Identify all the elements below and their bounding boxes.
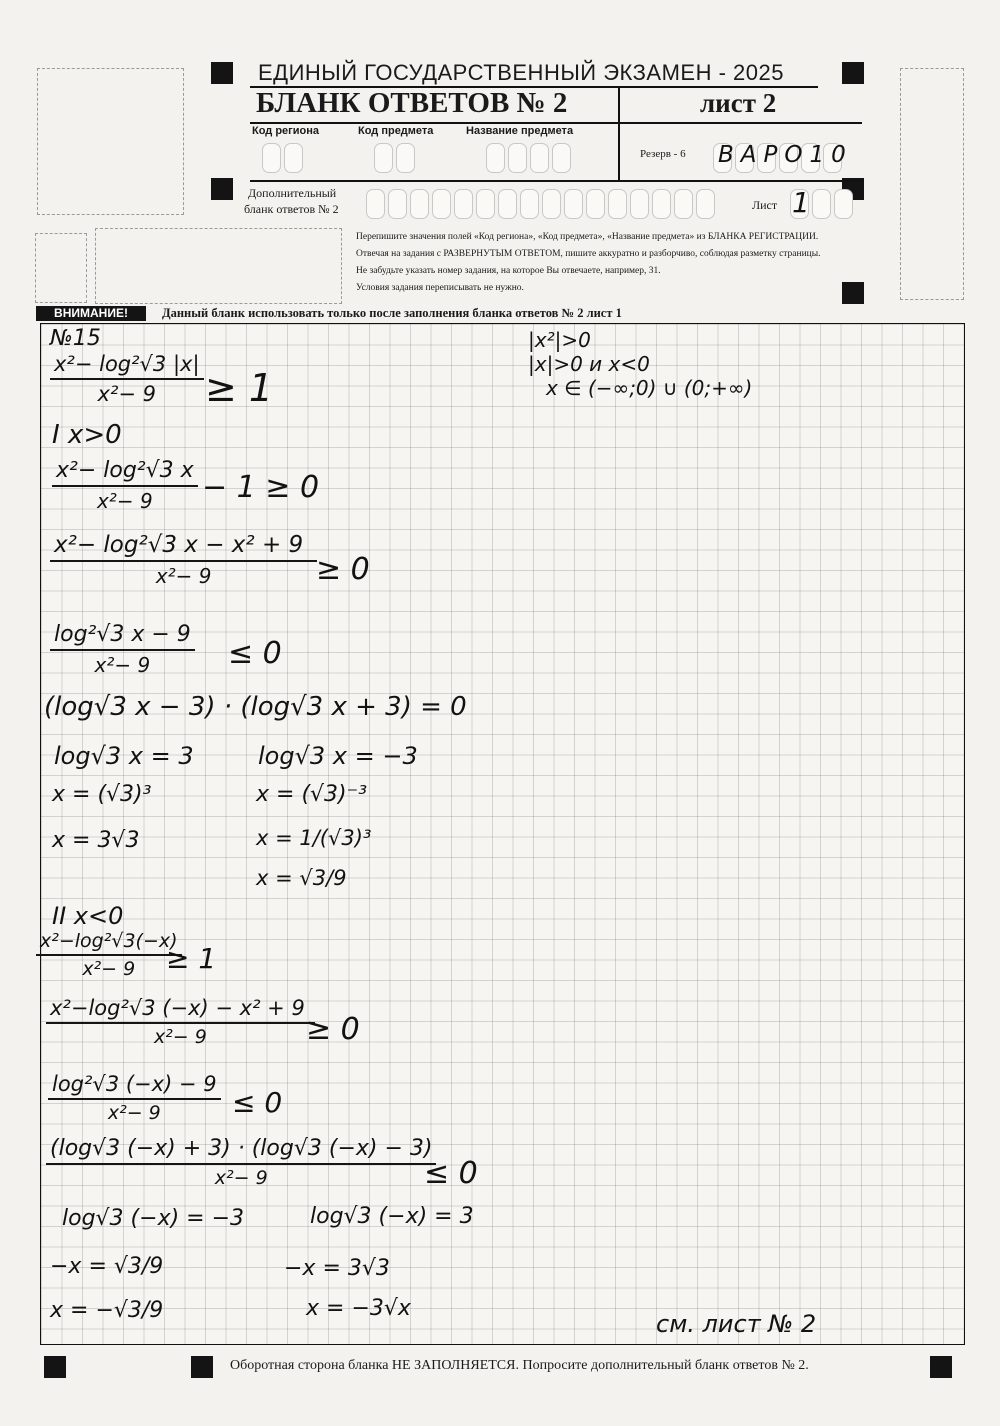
c6b-line: x = (√3)⁻³ [256,782,368,807]
c8b-line: x = √3/9 [256,866,347,890]
subject-code-label: Код предмета [358,125,434,137]
case-2-heading: II x<0 [52,902,124,930]
d2-fraction [46,996,315,1048]
warning-text: Данный бланк использовать только после заполнения бланка ответов № 2 лист 1 [162,306,622,320]
c5a-line: log√3 x = 3 [54,742,194,770]
subject-code-field[interactable] [374,143,415,173]
form-title: БЛАНК ОТВЕТОВ № 2 [256,87,568,119]
d3-numerator: log²√3 (−x) − 9 [48,1072,221,1100]
c1-numerator: x²− log²√3 x [52,458,198,487]
task-number: №15 [50,326,101,351]
d1-fraction [36,930,182,980]
reserve-value: ВАРО10 [718,142,853,168]
reserve-label: Резерв - 6 [640,148,686,160]
header-vertical-rule [618,86,620,122]
calibration-marker [842,62,864,84]
side-note-2: |x|>0 и x<0 [528,352,650,376]
d4-numerator: (log√3 (−x) + 3) · (log√3 (−x) − 3) [46,1136,436,1165]
corner-box-left-small [35,233,87,303]
footer-text: Оборотная сторона бланка НЕ ЗАПОЛНЯЕТСЯ. Попросите дополнительный бланк ответов № 2. [230,1358,809,1373]
calibration-marker [191,1356,213,1378]
ineq-denominator: x²− 9 [97,382,157,406]
d2-numerator: x²−log²√3 (−x) − x² + 9 [46,996,315,1024]
d3-fraction [48,1072,221,1124]
header-rule-4 [250,180,862,182]
d4-tail: ≤ 0 [424,1156,478,1191]
d1-tail: ≥ 1 [166,942,217,975]
see-sheet-note: см. лист № 2 [656,1310,817,1338]
ineq-fraction [50,352,204,406]
instruction-3: Не забудьте указать номер задания, на которое Вы отвечаете, например, 31. [356,266,661,276]
instruction-4: Условия задания переписывать не нужно. [356,283,524,293]
c2-tail: ≥ 0 [316,552,370,587]
sheet-label: лист 2 [700,88,777,118]
c1-fraction [52,458,198,513]
c6a-line: x = (√3)³ [52,782,152,807]
d6b-line: −x = 3√3 [284,1256,390,1281]
d2-denominator: x²− 9 [153,1026,207,1048]
c7b-line: x = 1/(√3)³ [256,826,372,850]
list-number-value: 1 [792,186,810,219]
d7b-line: x = −3√x [306,1296,411,1321]
d5b-line: log√3 (−x) = 3 [310,1204,474,1229]
region-code-label: Код региона [252,125,319,137]
ineq-numerator: x²− log²√3 |x| [50,352,204,380]
c2-fraction [50,532,317,588]
header-rule-2 [250,122,862,124]
c2-numerator: x²− log²√3 x − x² + 9 [50,532,317,562]
instruction-1: Перепишите значения полей «Код региона», «Код предмета», «Название предмета» из БЛАНКА РЕГИСТРАЦИИ. [356,232,819,242]
d1-numerator: x²−log²√3(−x) [36,930,182,956]
additional-form-field[interactable] [366,189,715,219]
calibration-marker [211,62,233,84]
side-note-3: x ∈ (−∞;0) ∪ (0;+∞) [546,376,753,400]
side-note-1: |x²|>0 [528,328,591,352]
c7a-line: x = 3√3 [52,828,140,853]
d5a-line: log√3 (−x) = −3 [62,1206,245,1231]
d4-fraction [46,1136,436,1189]
c3-numerator: log²√3 x − 9 [50,622,195,651]
instruction-2: Отвечая на задания с РАЗВЕРНУТЫМ ОТВЕТОМ, пишите аккуратно и разборчиво, соблюдая разметку страницы. [356,249,821,259]
ineq-sign: ≥ 1 [205,366,274,410]
corner-box-left-wide [95,228,342,304]
region-code-field[interactable] [262,143,303,173]
c1-tail: − 1 ≥ 0 [202,470,320,505]
d1-denominator: x²− 9 [82,958,136,980]
c4-line: (log√3 x − 3) · (log√3 x + 3) = 0 [44,692,467,722]
calibration-marker [842,282,864,304]
case-1-heading: I x>0 [52,420,122,450]
d3-tail: ≤ 0 [232,1086,283,1119]
subject-name-label: Название предмета [466,125,574,137]
d3-denominator: x²− 9 [107,1102,161,1124]
c3-tail: ≤ 0 [228,636,282,671]
d2-tail: ≥ 0 [306,1012,360,1047]
barcode-area-left [37,68,184,215]
list-label: Лист [752,198,778,212]
barcode-area-right [900,68,964,300]
c1-denominator: x²− 9 [96,489,153,513]
exam-title: ЕДИНЫЙ ГОСУДАРСТВЕННЫЙ ЭКЗАМЕН - 2025 [258,60,784,85]
calibration-marker [930,1356,952,1378]
additional-label-2: бланк ответов № 2 [244,202,339,216]
subject-name-field[interactable] [486,143,571,173]
d4-denominator: x²− 9 [214,1167,268,1189]
c3-denominator: x²− 9 [94,653,151,677]
header-rule-3 [618,122,620,180]
calibration-marker [44,1356,66,1378]
c2-denominator: x²− 9 [155,564,212,588]
c3-fraction [50,622,195,677]
warning-badge: ВНИМАНИЕ! [36,306,146,321]
additional-label-1: Дополнительный [248,186,337,200]
c5b-line: log√3 x = −3 [258,742,418,770]
d7a-line: x = −√3/9 [50,1298,164,1323]
d6a-line: −x = √3/9 [50,1254,164,1279]
calibration-marker [211,178,233,200]
